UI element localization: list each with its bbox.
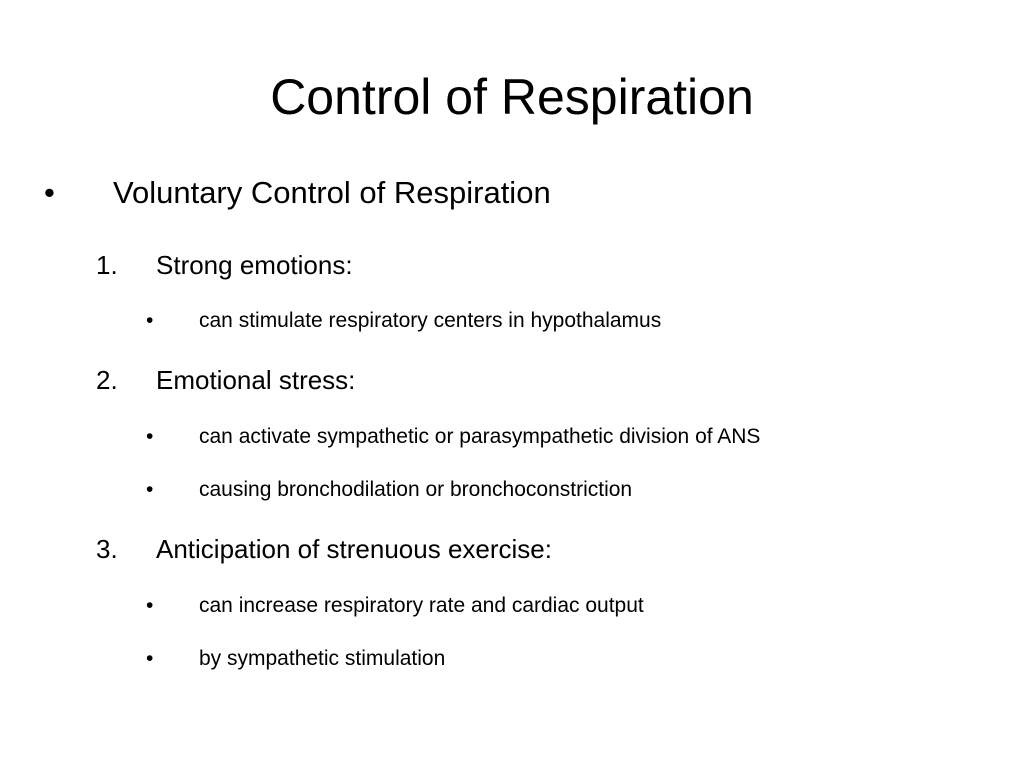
bullet-icon: • xyxy=(44,175,55,210)
sub-item-text: causing bronchodilation or bronchoconstriction xyxy=(199,478,633,501)
sub-item-text: can activate sympathetic or parasympathetic division of ANS xyxy=(199,425,761,448)
heading-text: Voluntary Control of Respiration xyxy=(113,175,551,210)
bullet-icon: • xyxy=(146,478,154,501)
sub-item-text: by sympathetic stimulation xyxy=(199,647,446,670)
sub-item-text: can stimulate respiratory centers in hypothalamus xyxy=(199,309,662,332)
bullet-icon: • xyxy=(146,594,154,617)
item-text: Emotional stress: xyxy=(156,365,356,395)
slide-title: Control of Respiration xyxy=(270,69,754,125)
bullet-icon: • xyxy=(146,309,154,332)
item-number: 1. xyxy=(96,250,118,280)
item-number: 3. xyxy=(96,534,118,564)
sub-item-text: can increase respiratory rate and cardiac output xyxy=(199,594,644,617)
item-text: Strong emotions: xyxy=(156,250,353,280)
item-text: Anticipation of strenuous exercise: xyxy=(156,534,552,564)
item-number: 2. xyxy=(96,365,118,395)
bullet-icon: • xyxy=(146,647,154,670)
bullet-icon: • xyxy=(146,425,154,448)
